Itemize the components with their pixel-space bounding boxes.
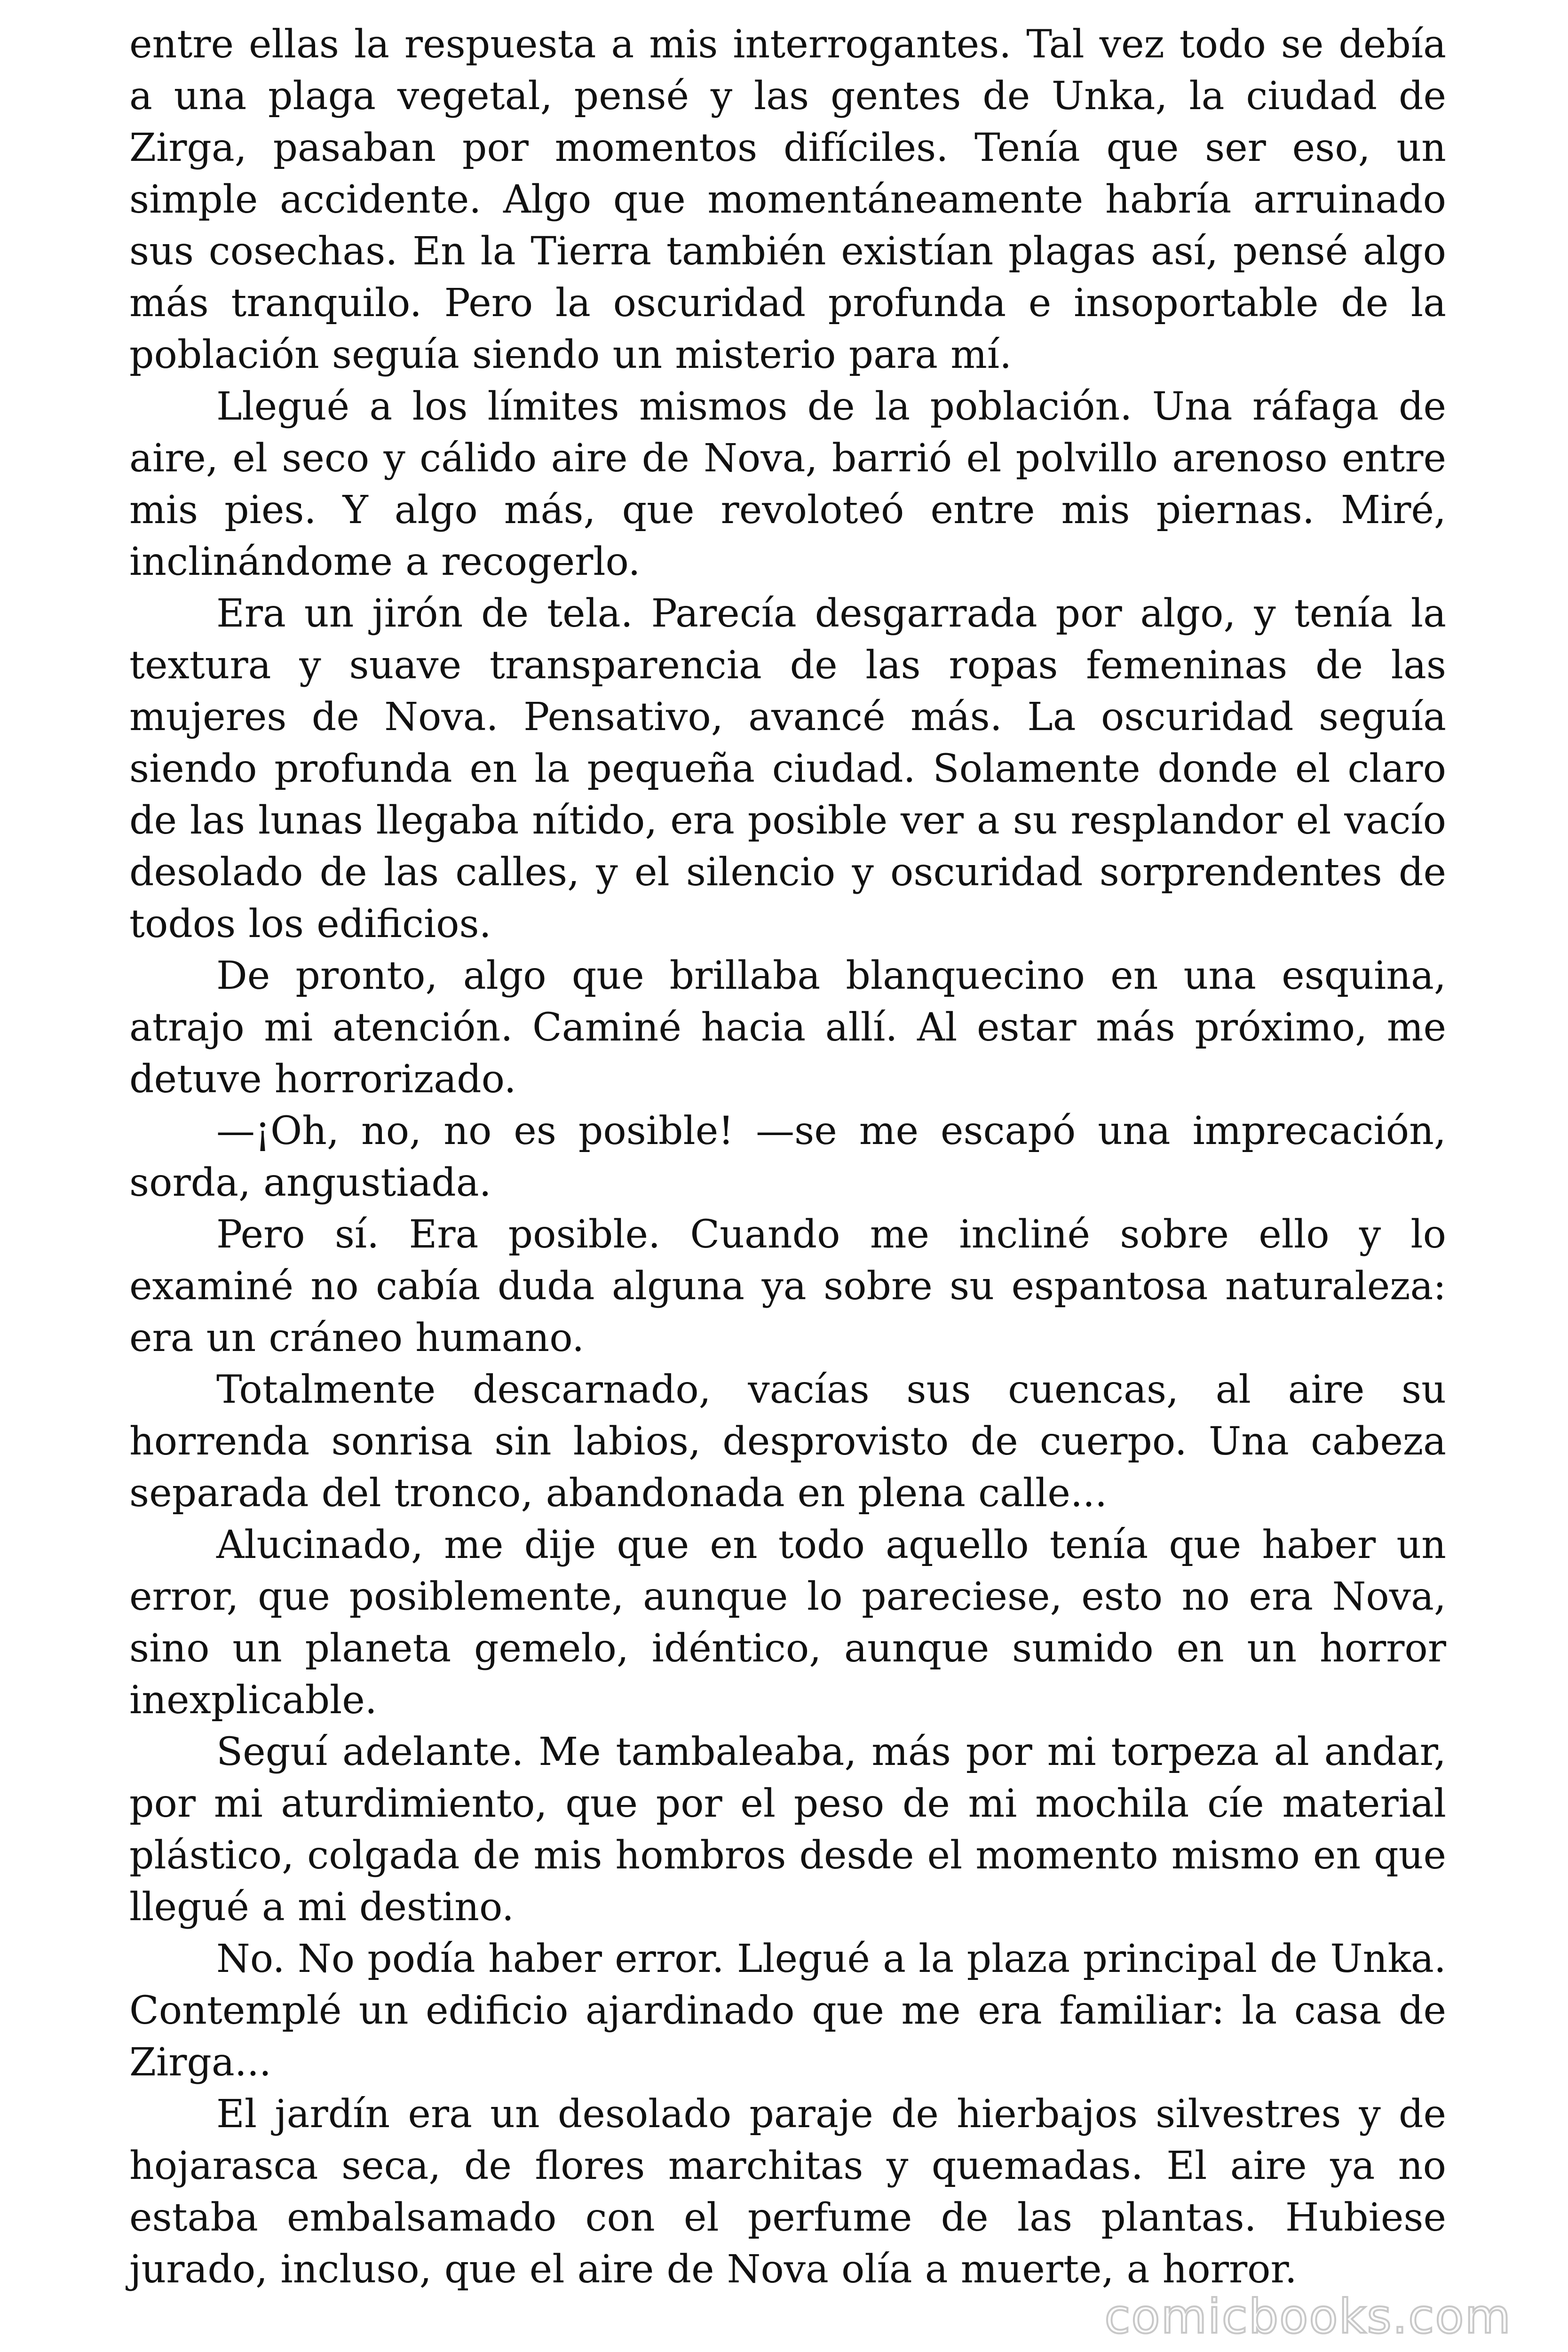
paragraph-continuation: entre ellas la respuesta a mis interrogantes. Tal vez todo se debía a una plaga vegetal, pensé y las gentes de Unka, la ciudad de Zirga, pasaban por momentos difíciles. Tenía que ser eso, un simple accidente. Algo que momentáneamente habría arruinado sus cosechas. En la Tierra también existían plagas así, pensé algo más tranquilo. Pero la oscuridad profunda e insoportable de la población seguía siendo un misterio para mí.	[129, 22, 1446, 377]
paragraph: Era un jirón de tela. Parecía desgarrada por algo, y tenía la textura y suave transparencia de las ropas femeninas de las mujeres de Nova. Pensativo, avancé más. La oscuridad seguía siendo profunda en la pequeña ciudad. Solamente donde el claro de las lunas llegaba nítido, era posible ver a su resplandor el vacío desolado de las calles, y el silencio y oscuridad sorprendentes de todos los edificios.	[129, 591, 1446, 946]
paragraph: No. No podía haber error. Llegué a la plaza principal de Unka. Contemplé un edificio ajardinado que me era familiar: la casa de Zirga...	[129, 1937, 1446, 2085]
paragraph: Llegué a los límites mismos de la población. Una ráfaga de aire, el seco y cálido aire de Nova, barrió el polvillo arenoso entre mis pies. Y algo más, que revoloteó entre mis piernas. Miré, inclinándome a recogerlo.	[129, 384, 1446, 584]
body-text	[129, 19, 1446, 2296]
dialogue-paragraph: —¡Oh, no, no es posible! —se me escapó una imprecación, sorda, angustiada.	[129, 1109, 1446, 1205]
watermark: comicbooks.com	[1104, 2289, 1512, 2344]
paragraph: El jardín era un desolado paraje de hierbajos silvestres y de hojarasca seca, de flores marchitas y quemadas. El aire ya no estaba embalsamado con el perfume de las plantas. Hubiese jurado, incluso, que el aire de Nova olía a muerte, a horror.	[129, 2092, 1446, 2292]
paragraph: Pero sí. Era posible. Cuando me incliné sobre ello y lo examiné no cabía duda alguna ya sobre su espantosa naturaleza: era un cráneo humano.	[129, 1212, 1446, 1360]
paragraph: Totalmente descarnado, vacías sus cuencas, al aire su horrenda sonrisa sin labios, desprovisto de cuerpo. Una cabeza separada del tronco, abandonada en plena calle...	[129, 1367, 1446, 1516]
paragraph: Alucinado, me dije que en todo aquello tenía que haber un error, que posiblemente, aunque lo pareciese, esto no era Nova, sino un planeta gemelo, idéntico, aunque sumido en un horror inexplicable.	[129, 1523, 1446, 1723]
paragraph: De pronto, algo que brillaba blanquecino en una esquina, atrajo mi atención. Caminé hacia allí. Al estar más próximo, me detuve horrorizado.	[129, 954, 1446, 1102]
paragraph: Seguí adelante. Me tambaleaba, más por mi torpeza al andar, por mi aturdimiento, que por el peso de mi mochila cíe material plástico, colgada de mis hombros desde el momento mismo en que llegué a mi destino.	[129, 1730, 1446, 1930]
